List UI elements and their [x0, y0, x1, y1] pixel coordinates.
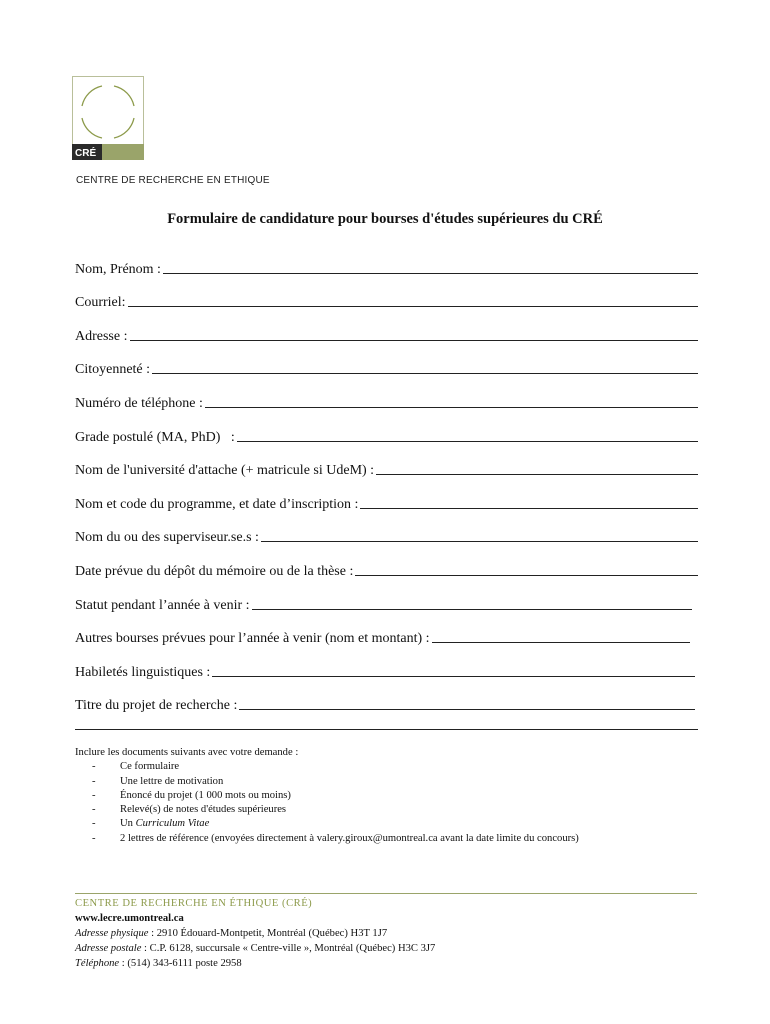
- field-label: Citoyenneté :: [75, 362, 151, 378]
- form-title: Formulaire de candidature pour bourses d'études supérieures du CRÉ: [167, 211, 603, 227]
- list-item: - Ce formulaire: [75, 760, 579, 774]
- physical-address-value: : 2910 Édouard-Montpetit, Montréal (Québec) H3T 1J7: [148, 928, 388, 939]
- field-input-line[interactable]: [130, 340, 699, 341]
- field-label: Nom de l'université d'attache (+ matricule si UdeM) :: [75, 463, 375, 479]
- field-label: Habiletés linguistiques :: [75, 664, 211, 680]
- field-supervisors[interactable]: [75, 513, 698, 547]
- field-input-line[interactable]: [212, 676, 695, 677]
- field-input-line[interactable]: [432, 642, 690, 643]
- field-address[interactable]: [75, 311, 698, 345]
- field-languages[interactable]: [75, 647, 698, 681]
- footer-website-link[interactable]: www.lecre.umontreal.ca: [75, 913, 184, 924]
- field-label: Numéro de téléphone :: [75, 395, 203, 411]
- postal-address-label: Adresse postale: [75, 943, 142, 954]
- field-label: Nom du ou des superviseur.se.s :: [75, 530, 259, 546]
- field-program[interactable]: [75, 479, 698, 513]
- field-label: Nom et code du programme, et date d’inscription :: [75, 496, 359, 512]
- field-degree[interactable]: [75, 412, 698, 446]
- field-input-line[interactable]: [239, 709, 695, 710]
- logo-caption: CENTRE DE RECHERCHE EN ETHIQUE: [76, 175, 270, 186]
- field-label: Autres bourses prévues pour l’année à venir (nom et montant) :: [75, 631, 430, 647]
- field-input-line[interactable]: [205, 407, 698, 408]
- field-input-line[interactable]: [261, 541, 698, 542]
- field-input-line[interactable]: [355, 575, 698, 576]
- field-project-title[interactable]: [75, 681, 698, 715]
- field-input-line[interactable]: [376, 474, 698, 475]
- field-label: Nom, Prénom :: [75, 261, 161, 277]
- list-item: - Un Curriculum Vitae: [75, 817, 579, 831]
- field-label: Titre du projet de recherche :: [75, 698, 238, 714]
- postal-address-value: : C.P. 6128, succursale « Centre-ville », Montréal (Québec) H3C 3J7: [141, 943, 436, 954]
- application-form: [75, 244, 698, 714]
- field-phone[interactable]: [75, 378, 698, 412]
- phone-value: : (514) 343-6111 poste 2958: [119, 958, 242, 969]
- logo-graphic: [72, 76, 144, 160]
- field-thesis-date[interactable]: [75, 546, 698, 580]
- field-status[interactable]: [75, 580, 698, 614]
- field-input-line[interactable]: [152, 373, 698, 374]
- field-input-line[interactable]: [237, 441, 698, 442]
- footer-postal-address: [75, 941, 435, 956]
- field-label: Grade postulé (MA, PhD) :: [75, 429, 235, 445]
- physical-address-label: Adresse physique: [75, 928, 149, 939]
- footer-phone: [75, 956, 435, 971]
- phone-label: Téléphone: [75, 958, 120, 969]
- list-item: - Énoncé du projet (1 000 mots ou moins): [75, 789, 579, 803]
- list-item: - Une lettre de motivation: [75, 775, 579, 789]
- list-item: - Relevé(s) de notes d'études supérieures: [75, 803, 579, 817]
- documents-list: [75, 760, 579, 846]
- footer-org-name: CENTRE DE RECHERCHE EN ÉTHIQUE (CRÉ): [75, 898, 313, 909]
- documents-intro: Inclure les documents suivants avec votre demande :: [75, 747, 299, 758]
- field-university[interactable]: [75, 446, 698, 480]
- field-label: Adresse :: [75, 328, 128, 344]
- cre-logo: [72, 76, 144, 160]
- field-citizenship[interactable]: [75, 345, 698, 379]
- field-other-scholarships[interactable]: [75, 614, 698, 648]
- field-email[interactable]: [75, 278, 698, 312]
- logo-text: CRÉ: [75, 148, 97, 159]
- field-input-line[interactable]: [163, 273, 698, 274]
- list-item: - 2 lettres de référence (envoyées directement à valery.giroux@umontreal.ca avant la date limite du concours): [75, 832, 579, 846]
- field-label: Courriel:: [75, 295, 126, 311]
- footer-physical-address: [75, 926, 435, 941]
- field-label: Statut pendant l’année à venir :: [75, 597, 250, 613]
- project-title-continuation-line[interactable]: [75, 729, 698, 730]
- field-label: Date prévue du dépôt du mémoire ou de la thèse :: [75, 563, 354, 579]
- footer-divider: [75, 893, 697, 894]
- field-name[interactable]: [75, 244, 698, 278]
- field-input-line[interactable]: [252, 609, 692, 610]
- field-input-line[interactable]: [128, 306, 698, 307]
- field-input-line[interactable]: [360, 508, 698, 509]
- required-documents: [75, 746, 579, 846]
- footer: [75, 896, 435, 971]
